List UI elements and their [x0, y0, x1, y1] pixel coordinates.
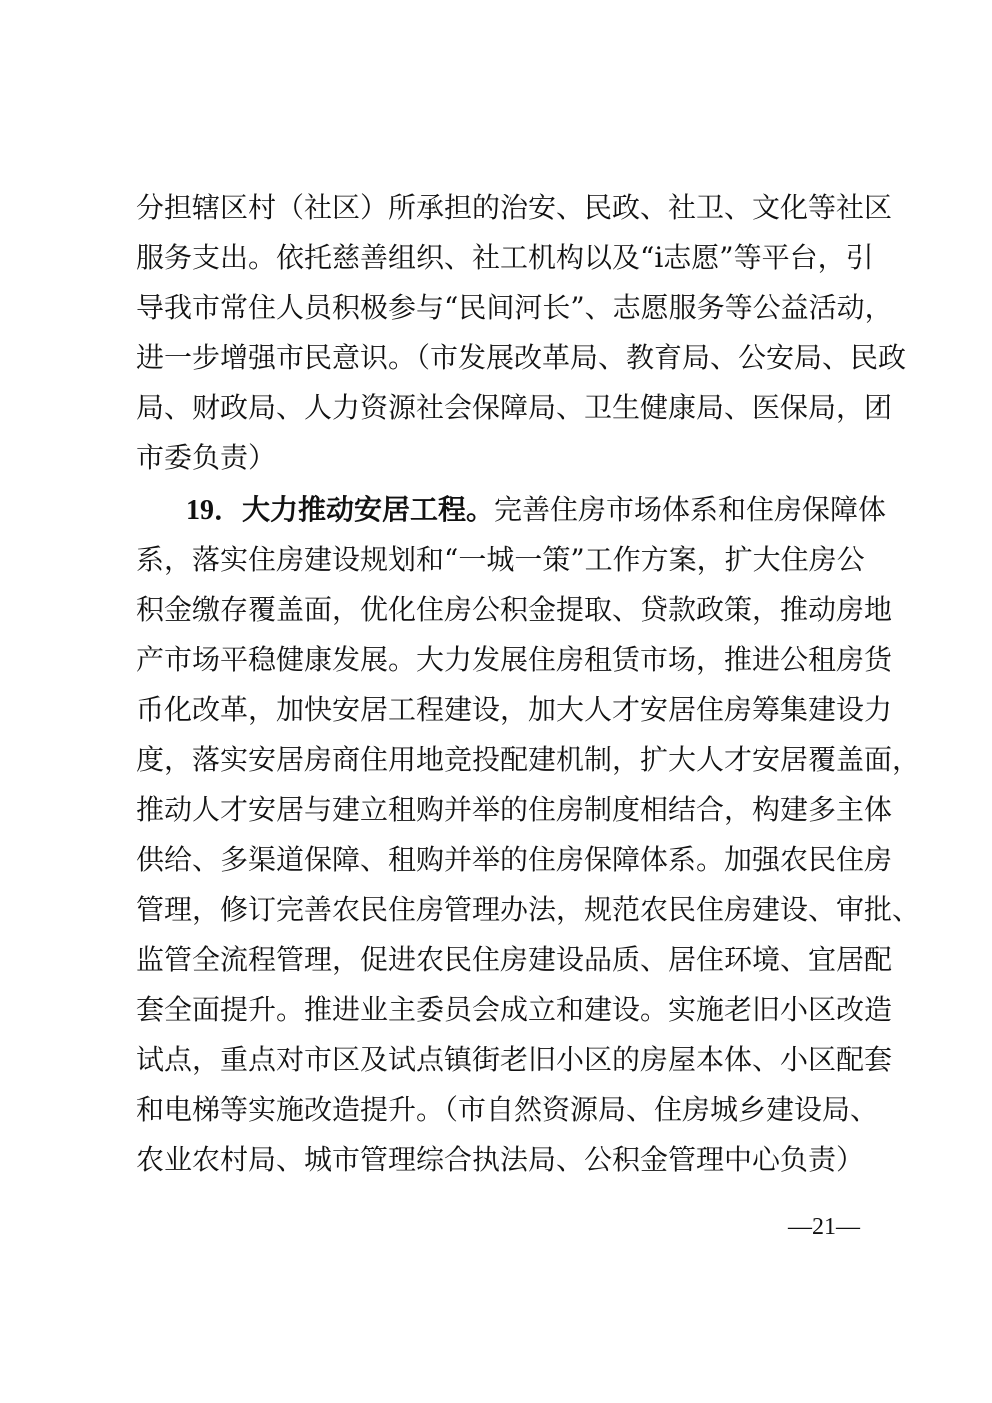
paragraph-1-line-3: 导我市常住人员积极参与“民间河长”、志愿服务等公益活动， [136, 291, 893, 324]
item-number: 19． [186, 495, 243, 526]
paragraph-1-line-2: 服务支出。依托慈善组织、社工机构以及“i志愿”等平台，引 [136, 241, 874, 274]
paragraph-1-line-6: 市委负责） [136, 441, 277, 474]
paragraph-1-line-5: 局、财政局、人力资源社会保障局、卫生健康局、医保局，团 [136, 391, 893, 424]
paragraph-1-line-4: 进一步增强市民意识。（市发展改革局、教育局、公安局、民政 [136, 341, 907, 374]
paragraph-2-line-5: 币化改革，加快安居工程建设，加大人才安居住房筹集建设力 [136, 693, 893, 726]
paragraph-2-line-2: 系，落实住房建设规划和“一城一策”工作方案，扩大住房公 [136, 543, 865, 576]
paragraph-2-line-11: 套全面提升。推进业主委员会成立和建设。实施老旧小区改造 [136, 993, 893, 1026]
paragraph-2-line-13: 和电梯等实施改造提升。（市自然资源局、住房城乡建设局、 [136, 1093, 879, 1126]
paragraph-2-line-12: 试点，重点对市区及试点镇街老旧小区的房屋本体、小区配套 [136, 1043, 893, 1076]
paragraph-1-line-1: 分担辖区村（社区）所承担的治安、民政、社卫、文化等社区 [136, 191, 893, 224]
page-number: —21— [788, 1214, 860, 1240]
paragraph-2-first-line-text: 完善住房市场体系和住房保障体 [494, 493, 887, 526]
paragraph-2-line-4: 产市场平稳健康发展。大力发展住房租赁市场，推进公租房货 [136, 643, 893, 676]
paragraph-2-line-14: 农业农村局、城市管理综合执法局、公积金管理中心负责） [136, 1143, 865, 1176]
paragraph-2-line-9: 管理，修订完善农民住房管理办法，规范农民住房建设、审批、 [136, 893, 921, 926]
paragraph-2-line-3: 积金缴存覆盖面，优化住房公积金提取、贷款政策，推动房地 [136, 593, 893, 626]
paragraph-2-first-line [186, 490, 887, 531]
item-heading: 大力推动安居工程。 [242, 493, 495, 526]
paragraph-2-line-6: 度，落实安居房商住用地竞投配建机制，扩大人才安居覆盖面， [136, 743, 921, 776]
paragraph-2-line-8: 供给、多渠道保障、租购并举的住房保障体系。加强农民住房 [136, 843, 893, 876]
paragraph-2-line-10: 监管全流程管理，促进农民住房建设品质、居住环境、宜居配 [136, 943, 893, 976]
paragraph-2-line-7: 推动人才安居与建立租购并举的住房制度相结合，构建多主体 [136, 793, 893, 826]
